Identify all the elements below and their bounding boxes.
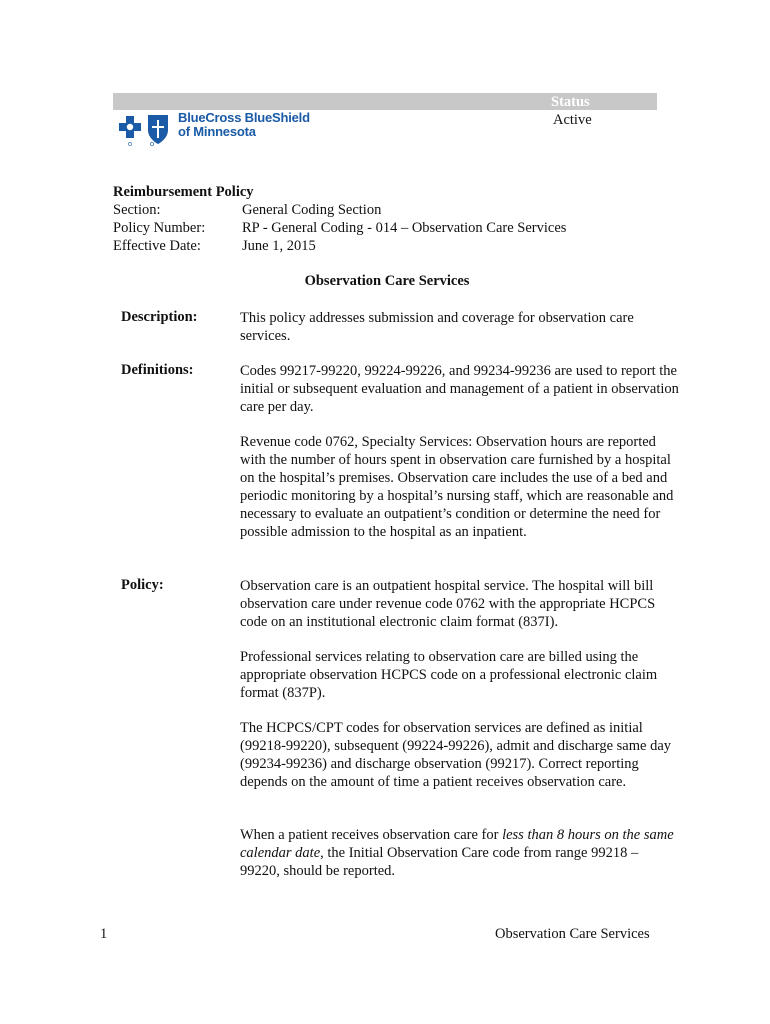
status-label: Status bbox=[551, 94, 590, 110]
meta-value-policy-number: RP - General Coding - 014 – Observation Care Services bbox=[242, 220, 567, 236]
header-title: Reimbursement Policy bbox=[113, 184, 254, 200]
meta-label-section: Section: bbox=[113, 202, 161, 218]
document-title-text: Observation Care Services bbox=[304, 273, 470, 289]
policy-paragraph-1: Observation care is an outpatient hospital service. The hospital will bill observation care under revenue code 0762 with the appropriate HCPCS code on an institutional electronic claim format (837I). bbox=[240, 578, 656, 630]
meta-value-section: General Coding Section bbox=[242, 202, 382, 218]
policy-paragraph-2: Professional services relating to observation care are billed using the appropriate observation HCPCS code on a professional electronic claim format (837P). bbox=[240, 649, 658, 701]
meta-label-policy-number: Policy Number: bbox=[113, 220, 206, 236]
meta-label-effective-date: Effective Date: bbox=[113, 238, 201, 254]
description-label: Description: bbox=[121, 309, 198, 325]
status-value: Active bbox=[553, 112, 592, 128]
policy-paragraph-4-emphasis: less than 8 hours on the same calendar date bbox=[240, 827, 674, 861]
policy-paragraph-4-post: , the Initial Observation Care code from range 99218 – 99220, should be reported. bbox=[240, 845, 639, 879]
logo-wordmark bbox=[178, 111, 310, 139]
document-title bbox=[0, 273, 770, 290]
description-paragraph: This policy addresses submission and coverage for observation care services. bbox=[240, 310, 634, 344]
footer-title: Observation Care Services bbox=[495, 926, 650, 942]
bcbs-logo bbox=[118, 110, 338, 150]
policy-paragraph-3: The HCPCS/CPT codes for observation services are defined as initial (99218-99220), subsequent (99224-99226), admit and discharge same day (99234-99236) and discharge observation (99217). Correct reporting depends on the amount of time a patient receives observation care. bbox=[240, 720, 672, 790]
definitions-paragraph-2: Revenue code 0762, Specialty Services: Observation hours are reported with the number of hours spent in observation care furnished by a hospital on the hospital’s premises. Observation care includes the use of a bed and periodic monitoring by a hospital’s nursing staff, which are reasonable and necessary to evaluate an outpatient’s condition or determine the need for possible admission to the hospital as an inpatient. bbox=[240, 434, 674, 540]
policy-paragraph-4 bbox=[240, 826, 680, 880]
definitions-paragraph-1: Codes 99217-99220, 99224-99226, and 99234-99236 are used to report the initial or subsequent evaluation and management of a patient in observation care per day. bbox=[240, 363, 679, 415]
logo-line-2: of Minnesota bbox=[178, 124, 256, 139]
logo-line-1: BlueCross BlueShield bbox=[178, 110, 310, 125]
policy-paragraph-4-pre: When a patient receives observation care for bbox=[240, 827, 503, 843]
policy-label: Policy: bbox=[121, 577, 164, 593]
meta-value-effective-date: June 1, 2015 bbox=[242, 238, 316, 254]
footer-page-number: 1 bbox=[100, 926, 108, 942]
cross-shield-icon bbox=[118, 110, 174, 150]
definitions-label: Definitions: bbox=[121, 362, 194, 378]
